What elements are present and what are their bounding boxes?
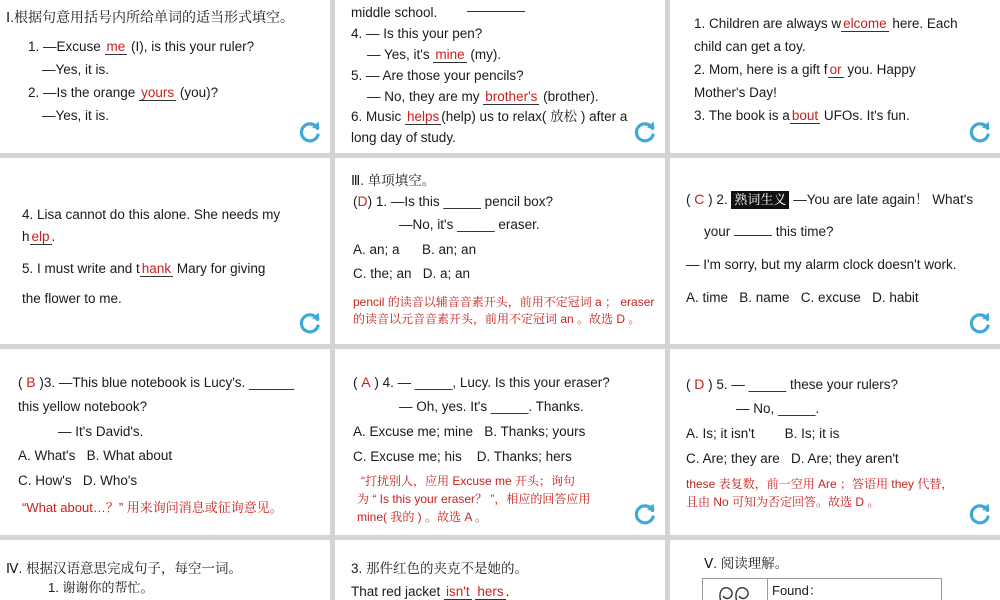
question-4: ( A ) 4. — _____, Lucy. Is this your eraser?	[353, 374, 610, 390]
panel-multiple-choice-4	[335, 349, 665, 535]
panel-fill-blank-3	[670, 0, 1000, 153]
answer: helps	[407, 109, 440, 124]
answer: brother's	[485, 89, 538, 104]
answer: or	[829, 62, 842, 77]
question-4: 4. Lisa cannot do this alone. She needs my	[22, 207, 281, 222]
answer: hers	[477, 584, 504, 599]
answer: elp	[31, 229, 50, 244]
question-5: ( D ) 5. — _____ these your rulers?	[686, 376, 898, 392]
answer: bout	[791, 108, 819, 123]
explanation: “What about…？” 用来询问消息或征询意见。	[22, 500, 283, 515]
question-5-line-2: — No, _____.	[736, 401, 820, 416]
question-5-line-2: the flower to me.	[22, 291, 122, 306]
explanation-line-2: 的读音以元音音素开头，前用不定冠词 an 。故选 D 。	[353, 312, 641, 326]
panel-multiple-choice-5	[670, 349, 1000, 535]
panel-multiple-choice-2	[670, 158, 1000, 344]
question-1: 1. —Excuse me (I), is this your ruler?	[28, 39, 255, 54]
section-heading: Ⅰ.根据句意用括号内所给单词的适当形式填空。	[6, 9, 295, 25]
options-row-1: A. Is; it isn't B. Is; it is	[686, 426, 840, 441]
refresh-icon[interactable]	[967, 310, 993, 336]
found-table	[702, 578, 942, 600]
answer-choice: D	[694, 376, 705, 392]
panel-fill-blank-1	[0, 0, 330, 153]
section-heading: Ⅴ. 阅读理解。	[704, 556, 789, 571]
answer: me	[106, 39, 126, 54]
explanation-line-2: 且由 No 可知为否定回答。故选 D 。	[686, 495, 880, 509]
question-2-line-3: — I'm sorry, but my alarm clock doesn't work.	[686, 257, 957, 272]
answer: elcome	[843, 16, 887, 31]
question-1: (D) 1. —Is this _____ pencil box?	[353, 193, 553, 209]
panel-fill-blank-2	[335, 0, 665, 153]
question-1-reply: —Yes, it is.	[42, 62, 110, 77]
translation-answer: That red jacket isn't hers .	[351, 584, 510, 599]
options-row: A. time B. name C. excuse D. habit	[686, 290, 919, 305]
explanation-line-2: 为 “ Is this your eraser？ ”，相应的回答应用	[357, 492, 591, 506]
question-5: 5. I must write and t hank Mary for giving	[22, 261, 266, 276]
refresh-icon[interactable]	[632, 119, 658, 145]
panel-multiple-choice-1	[335, 158, 665, 344]
question-4: 4. — Is this your pen?	[351, 26, 483, 41]
question-4-line-2: h elp .	[22, 229, 56, 244]
question-4-line-2: — Oh, yes. It's _____. Thanks.	[399, 399, 584, 414]
blank-line	[467, 0, 525, 12]
explanation-line-1: “打扰别人，应用 Excuse me 开头；询句	[361, 474, 576, 488]
refresh-icon[interactable]	[297, 310, 323, 336]
refresh-icon[interactable]	[967, 119, 993, 145]
answer-choice: D	[357, 193, 368, 209]
blank-line	[734, 224, 772, 236]
options-row-2: C. Are; they are D. Are; they aren't	[686, 451, 899, 466]
found-image-cell	[703, 579, 768, 600]
question-3: ( B )3. —This blue notebook is Lucy's. ______	[18, 374, 295, 390]
question-2-line-2: Mother's Day!	[694, 85, 777, 100]
options-row-2: C. Excuse me; his D. Thanks; hers	[353, 449, 572, 464]
answer: mine	[435, 47, 465, 62]
question-1-line-2: child can get a toy.	[694, 39, 806, 54]
explanation-line-3: mine( 我的 ) 。故选 A 。	[357, 510, 488, 524]
translation-item-1: 1. 谢谢你的帮忙。	[48, 580, 154, 595]
question-3: 3. The book is a bout UFOs. It's fun.	[694, 108, 910, 123]
refresh-icon[interactable]	[297, 119, 323, 145]
found-label: Found：	[768, 579, 942, 600]
answer-choice: A	[361, 374, 371, 390]
refresh-icon[interactable]	[967, 501, 993, 527]
panel-translation-2	[335, 540, 665, 600]
question-1-reply: —No, it's _____ eraser.	[399, 217, 540, 232]
options-row-1: A. What's B. What about	[18, 448, 173, 463]
panel-translation-1	[0, 540, 330, 600]
options-row-1: A. Excuse me; mine B. Thanks; yours	[353, 424, 586, 439]
question-6-line-2: long day of study.	[351, 130, 456, 145]
explanation-line-1: pencil 的读音以辅音音素开头，前用不定冠词 a ； eraser	[353, 295, 655, 309]
explanation-line-1: these 表复数，前一空用 Are ；答语用 they 代替，	[686, 477, 954, 491]
tag-badge: 熟词生义	[731, 191, 789, 209]
options-row-2: C. the; an D. a; an	[353, 266, 471, 281]
section-heading: Ⅳ. 根据汉语意思完成句子，每空一词。	[6, 561, 242, 576]
answer: hank	[141, 261, 172, 276]
options-row-1: A. an; a B. an; an	[353, 242, 477, 257]
answer: yours	[141, 85, 175, 100]
question-5: 5. — Are those your pencils?	[351, 68, 524, 83]
panel-reading	[670, 540, 1000, 600]
question-1: 1. Children are always w elcome here. Each	[694, 16, 958, 31]
question-5-reply: — No, they are my brother's (brother).	[367, 89, 599, 104]
scarf-illustration	[707, 580, 763, 600]
question-2: ( C ) 2. 熟词生义 —You are late again！ What's	[686, 191, 974, 207]
panel-fill-blank-4	[0, 158, 330, 344]
question-2-line-2: your this time?	[704, 224, 834, 239]
question-3-line-2: this yellow notebook?	[18, 399, 148, 414]
answer-choice: C	[694, 191, 705, 207]
translation-item-3: 3. 那件红色的夹克不是她的。	[351, 561, 529, 576]
section-heading: Ⅲ. 单项填空。	[351, 173, 436, 188]
question-4-reply: — Yes, it's mine (my).	[367, 47, 502, 62]
question-2: 2. —Is the orange yours (you)?	[28, 85, 219, 100]
question-2-reply: —Yes, it is.	[42, 108, 110, 123]
question-2: 2. Mom, here is a gift f or you. Happy	[694, 62, 916, 77]
question-6: 6. Music helps (help) us to relax( 放松 ) after a	[351, 109, 628, 124]
text-line: middle school.	[351, 5, 438, 20]
refresh-icon[interactable]	[632, 501, 658, 527]
question-3-line-3: — It's David's.	[58, 424, 144, 439]
panel-multiple-choice-3	[0, 349, 330, 535]
answer-choice: B	[26, 374, 36, 390]
answer: isn't	[446, 584, 470, 599]
options-row-2: C. How's D. Who's	[18, 473, 138, 488]
